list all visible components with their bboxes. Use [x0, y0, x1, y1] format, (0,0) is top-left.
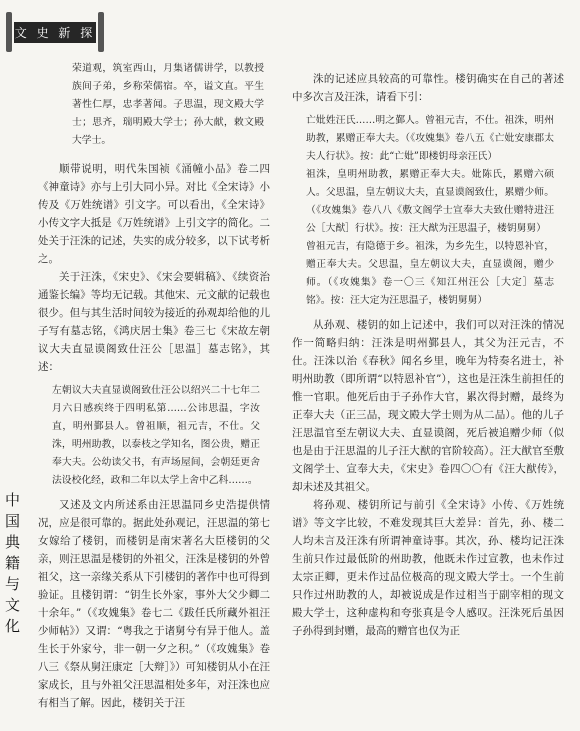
- journal-sidebar: [0, 492, 30, 731]
- left-paragraph-1: 顺带说明，明代朱国祯《涌幢小品》卷二四《神童诗》亦与上引大同小异。对比《全宋诗》小传及《万姓统谱》引文字。可以看出，《全宋诗》小传文字大抵是《万姓统谱》上引文字的简化。二处关于汪洙的记述，失实的成分较多，以下试考析之。: [38, 163, 270, 265]
- right-quote-1-text: 亡妣姓汪氏……明之鄞人。曾祖元吉，不仕。祖洙，明州助教，累赠正奉大夫。（《攻媿集》卷八五《亡妣安康郡太夫人行状》。按：此“亡妣”即楼钥母亲汪氏）: [306, 115, 554, 162]
- right-paragraph-2: 从孙观、楼钥的如上记述中，我们可以对汪洙的情况作一简略归纳：汪洙是明州鄞县人，其父为汪元吉，不仕。汪洙以治《春秋》闻名乡里，晚年为特奏名进士，补明州助教（即所谓“以特恩补官”），这也是汪洙生前担任的惟一官职。他死后由于子孙作大官，累次得封赠，最终为正奉大夫（正三品，现文殿大学士则为从二品）。他的儿子汪思温官至左朝议大夫、直显谟阁，死后被追赠少师（似也是由于汪思温的儿子汪大猷的官阶较高）。汪大猷官至敷文阁学士、宣奉大夫，《宋史》卷四〇〇有《汪大猷传》，却未述及其祖父。: [292, 319, 564, 493]
- left-paragraph-3: 又述及文内所述系由汪思温同乡史浩提供情况，应是很可靠的。据此处孙观记，汪思温的第七女嫁给了楼钥，而楼钥是南宋著名大臣楼钥的父亲，则汪思温是楼钥的外祖父，汪洙是楼钥的外曾祖父，这一亲缘关系从下引楼钥的著作中也可得到验证。且楼钥谓：“钥生长外家，事外大父少卿二十余年。”（《攻媿集》卷七二《跋任氏所藏外祖汪少师帖》）又谓：“粤我之于诸舅兮有异于他人。盖生长于外家兮，非一朝一夕之积。”（《攻媿集》卷八三《祭从舅汪康定［大辩］》）可知楼钥从小在汪家成长，且与外祖父汪思温相处多年，对汪洙也应有相当了解。因此，楼钥关于汪: [38, 499, 270, 709]
- left-column: [38, 160, 270, 712]
- banner-post-right: [98, 12, 104, 52]
- section-banner: [6, 6, 106, 58]
- left-paragraph-2: 关于汪洙，《宋史》、《宋会要辑稿》、《续资治通鉴长编》等均无记载。其他宋、元文献的记载也很少。但与其生活时间较为接近的孙观却给他的儿子写有墓志铭，《鸿庆居士集》卷三七《宋故左朝议大夫直显谟阁致仕汪公［思温］墓志铭》，其述：: [38, 271, 270, 373]
- banner-post-left: [6, 12, 12, 52]
- right-paragraph-3: 将孙观、楼钥所记与前引《全宋诗》小传、《万姓统谱》等文字比较，不难发现其巨大差异：首先，孙、楼二人均未言及汪洙有所谓神童诗事。其次，孙、楼均记汪洙生前只作过最低阶的州助教，他既未作过宣教，也未作过太宗正卿，更未作过品位极高的现文殿大学士。一个生前只作过州助教的人，却被说成是作过相当于副宰相的现文殿大学士，这种虚构和夸张真是令人感叹。汪洙死后虽因子孙得到封赠，最高的赠官也仅为正: [292, 499, 564, 637]
- left-quote-2-text: 左朝议大夫直显谟阁致仕汪公以绍兴二十七年二月六日感疾终于四明私第……公讳思温，字汝直，明州鄞县人。曾祖顺，祖元吉，不仕。父洙，明州助教，以泰枝之学知名，图公贵，赠正奉大夫。公幼读父书，有声场屋间，会朝廷更舍法设校化经，政和二年以太学上舍中乙科……。: [52, 385, 260, 486]
- right-paragraph-1: 洙的记述应具较高的可靠性。楼钥确实在自己的著述中多次言及汪洙，请看下引：: [292, 73, 564, 103]
- right-quote-3-text: 曾祖元吉，有隐德于乡。祖洙，为乡先生，以特恩补官，赠正奉大夫。父思温，皇左朝议大夫，直显谟阁，赠少师。（《攻媿集》卷一〇三《知江州汪公［大定］墓志铭》。按：汪大定为汪思温子，楼钥舅舅）: [306, 241, 554, 306]
- right-column: [292, 70, 564, 640]
- right-quote-3: [292, 238, 564, 310]
- left-quote-continuation: [72, 60, 264, 150]
- quote-continuation-text: 荣道观，筑室西山，月集诸儒讲学，以教授族间子弟，乡称荣儒宿。卒，谥文直。平生著性仁厚，忠孝著闻。子思温，现文殿大学士；思齐，瑞明殿大学士；孙大献，敕文殿大学士。: [72, 63, 264, 146]
- section-title: 文 史 新 探: [14, 22, 96, 43]
- journal-name: 中国典籍与文化: [3, 492, 21, 639]
- left-quote-2: [38, 382, 270, 490]
- right-quote-2: [292, 166, 564, 238]
- right-quote-2-text: 祖洙，皇明州助教，累赠正奉大夫。妣陈氏，累赠六硕人。父思温，皇左朝议大夫，直显谟阁致仕，累赠少师。（《攻媿集》卷八八《敷文阁学士宣奉大夫致仕赠特进汪公［大猷］行状》。按：汪大猷为汪思温子，楼钥舅舅）: [306, 169, 554, 234]
- right-quote-1: [292, 112, 564, 166]
